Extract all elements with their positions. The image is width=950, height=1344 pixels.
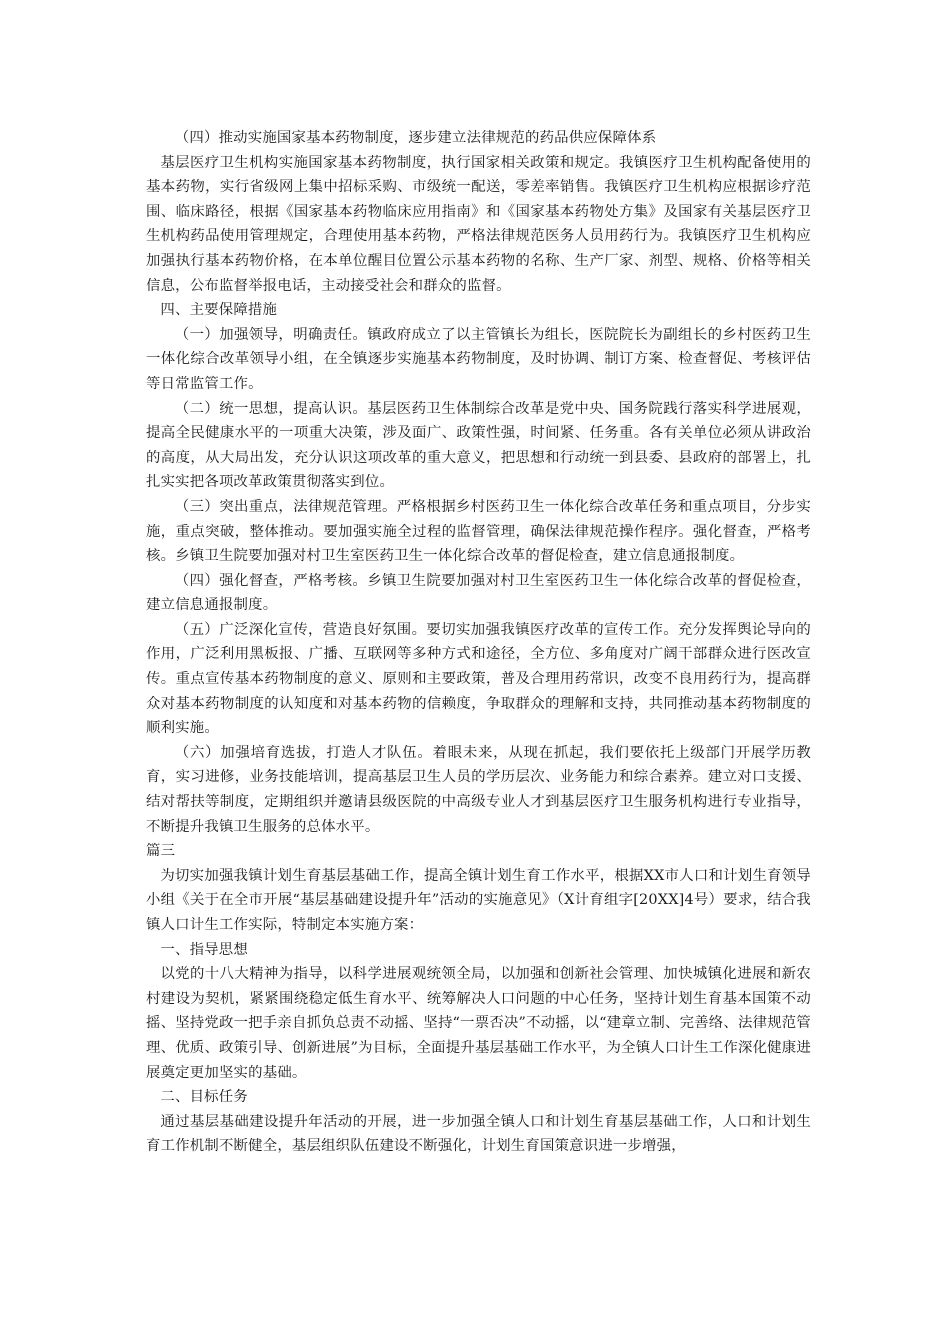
- body-paragraph: （六）加强培育选拔，打造人才队伍。着眼未来，从现在抓起，我们要依托上级部门开展学历教育，实习进修，业务技能培训，提高基层卫生人员的学历层次、业务能力和综合素养。建立对口支援、结对帮扶等制度，定期组织并邀请县级医院的中高级专业人才到基层医疗卫生服务机构进行专业指导，不断提升我镇卫生服务的总体水平。: [146, 744, 811, 835]
- body-paragraph: 通过基层基础建设提升年活动的开展，进一步加强全镇人口和计划生育基层基础工作，人口和计划生育工作机制不断健全，基层组织队伍建设不断强化，计划生育国策意识进一步增强，: [146, 1113, 811, 1155]
- body-paragraph: （一）加强领导，明确责任。镇政府成立了以主管镇长为组长，医院院长为副组长的乡村医药卫生一体化综合改革领导小组，在全镇逐步实施基本药物制度，及时协调、制订方案、检查督促、考核评估等日常监管工作。: [146, 326, 811, 392]
- document-page: [146, 126, 811, 1159]
- body-paragraph: 为切实加强我镇计划生育基层基础工作，提高全镇计划生育工作水平，根据XX市人口和计划生育领导小组《关于在全市开展“基层基础建设提升年”活动的实施意见》（X计育组字[20XX]4号）要求，结合我镇人口计生工作实际，特制定本实施方案：: [146, 867, 811, 933]
- body-paragraph: 以党的十八大精神为指导，以科学进展观统领全局，以加强和创新社会管理、加快城镇化进展和新农村建设为契机，紧紧围绕稳定低生育水平、统筹解决人口问题的中心任务，坚持计划生育基本国策不动摇、坚持党政一把手亲自抓负总责不动摇、坚持“一票否决”不动摇，以“建章立制、完善络、法律规范管理、优质、政策引导、创新进展”为目标，全面提升基层基础工作水平，为全镇人口计生工作深化健康进展奠定更加坚实的基础。: [146, 966, 811, 1081]
- body-paragraph: （五）广泛深化宣传，营造良好氛围。要切实加强我镇医疗改革的宣传工作。充分发挥舆论导向的作用，广泛利用黑板报、广播、互联网等多种方式和途径，全方位、多角度对广阔干部群众进行医改宣传。重点宣传基本药物制度的意义、原则和主要政策，普及合理用药常识，改变不良用药行为，提高群众对基本药物制度的认知度和对基本药物的信赖度，争取群众的理解和支持，共同推动基本药物制度的顺利实施。: [146, 621, 811, 737]
- chapter-heading: 篇三: [146, 843, 176, 860]
- body-paragraph: 基层医疗卫生机构实施国家基本药物制度，执行国家相关政策和规定。我镇医疗卫生机构配备使用的基本药物，实行省级网上集中招标采购、市级统一配送，零差率销售。我镇医疗卫生机构应根据诊疗范围、临床路径，根据《国家基本药物临床应用指南》和《国家基本药物处方集》及国家有关基层医疗卫生机构药品使用管理规定，合理使用基本药物，严格法律规范医务人员用药行为。我镇医疗卫生机构应加强执行基本药物价格，在本单位醒目位置公示基本药物的名称、生产厂家、剂型、规格、价格等相关信息，公布监督举报电话，主动接受社会和群众的监督。: [146, 154, 811, 294]
- body-paragraph: （四）强化督查，严格考核。乡镇卫生院要加强对村卫生室医药卫生一体化综合改革的督促检查，建立信息通报制度。: [146, 572, 811, 614]
- section-heading: （四）推动实施国家基本药物制度，逐步建立法律规范的药品供应保障体系: [174, 130, 657, 146]
- body-paragraph: （三）突出重点，法律规范管理。严格根据乡村医药卫生一体化综合改革任务和重点项目，分步实施，重点突破，整体推动。要加强实施全过程的监督管理，确保法律规范操作程序。强化督查，严格考核。乡镇卫生院要加强对村卫生室医药卫生一体化综合改革的督促检查，建立信息通报制度。: [146, 498, 811, 565]
- section-heading: 二、目标任务: [160, 1089, 248, 1106]
- body-paragraph: （二）统一思想，提高认识。基层医药卫生体制综合改革是党中央、国务院践行落实科学进展观，提高全民健康水平的一项重大决策，涉及面广、政策性强，时间紧、任务重。各有关单位必须从讲政治的高度，从大局出发，充分认识这项改革的重大意义，把思想和行动统一到县委、县政府的部署上，扎扎实实把各项改革政策贯彻落实到位。: [146, 400, 811, 491]
- section-heading: 四、主要保障措施: [160, 302, 278, 319]
- section-heading: 一、指导思想: [160, 941, 248, 958]
